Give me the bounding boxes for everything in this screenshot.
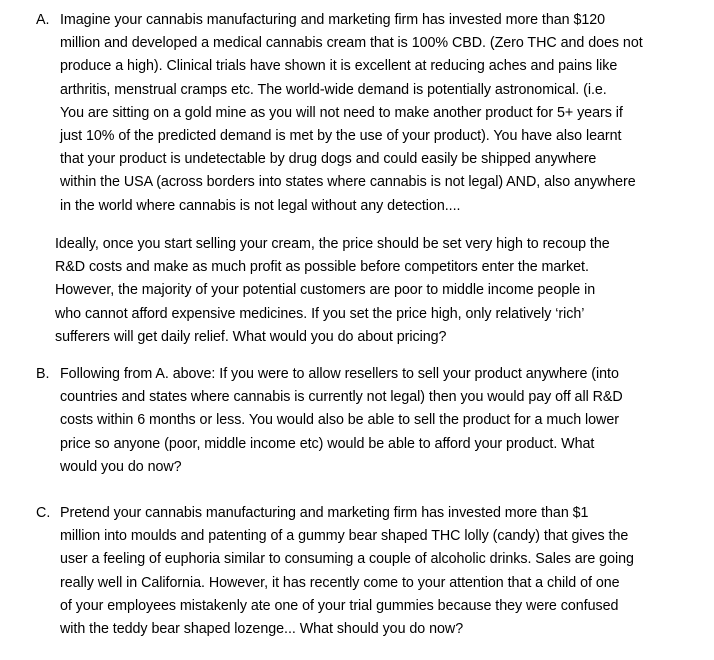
list-marker: C. xyxy=(36,505,51,521)
text-line: that your product is undetectable by drug dogs and could easily be shipped anywhere xyxy=(60,151,597,168)
question-c-text xyxy=(60,502,688,641)
text-line: with the teddy bear shaped lozenge... What should you do now? xyxy=(60,621,464,638)
text-line: in the world where cannabis is not legal without any detection.... xyxy=(60,197,461,214)
list-marker: B. xyxy=(36,366,50,382)
text-line: R&D costs and make as much profit as possible before competitors enter the market. xyxy=(55,259,589,276)
text-line: million and developed a medical cannabis cream that is 100% CBD. (Zero THC and does not xyxy=(60,35,643,52)
text-line: arthritis, menstrual cramps etc. The world-wide demand is potentially astronomical. (i.e. xyxy=(60,81,607,98)
text-line: Ideally, once you start selling your cream, the price should be set very high to recoup the xyxy=(55,236,610,252)
question-b-text xyxy=(60,363,688,479)
text-line: produce a high). Clinical trials have shown it is excellent at reducing aches and pains like xyxy=(60,58,618,75)
text-line: costs within 6 months or less. You would also be able to sell the product for a much lower xyxy=(60,412,619,429)
text-line: of your employees mistakenly ate one of your trial gummies because they were confused xyxy=(60,597,619,614)
text-line: countries and states where cannabis is currently not legal) then you would pay off all R&D xyxy=(60,389,623,406)
text-line: However, the majority of your potential customers are poor to middle income people in xyxy=(55,282,596,299)
text-line: Following from A. above: If you were to allow resellers to sell your product anywhere (into xyxy=(60,366,619,382)
text-line: within the USA (across borders into states where cannabis is not legal) AND, also anywhere xyxy=(60,174,636,191)
text-line: Imagine your cannabis manufacturing and marketing firm has invested more than $120 xyxy=(60,12,606,28)
text-line: price so anyone (poor, middle income etc) would be able to afford your product. What xyxy=(60,435,595,452)
question-a-text xyxy=(60,9,688,218)
text-line: You are sitting on a gold mine as you will not need to make another product for 5+ years if xyxy=(60,104,623,121)
text-line: user a feeling of euphoria similar to consuming a couple of alcoholic drinks. Sales are going xyxy=(60,551,634,568)
text-line: would you do now? xyxy=(60,458,182,475)
pricing-paragraph xyxy=(55,233,675,349)
text-line: really well in California. However, it has recently come to your attention that a child of one xyxy=(60,574,620,591)
text-line: who cannot afford expensive medicines. If you set the price high, only relatively ‘rich’ xyxy=(55,305,585,322)
list-marker: A. xyxy=(36,12,50,28)
text-line: just 10% of the predicted demand is met by the use of your product). You have also learnt xyxy=(60,128,622,145)
text-line: Pretend your cannabis manufacturing and marketing firm has invested more than $1 xyxy=(60,505,589,521)
text-line: million into moulds and patenting of a gummy bear shaped THC lolly (candy) that gives the xyxy=(60,528,629,545)
text-line: sufferers will get daily relief. What would you do about pricing? xyxy=(55,328,447,345)
